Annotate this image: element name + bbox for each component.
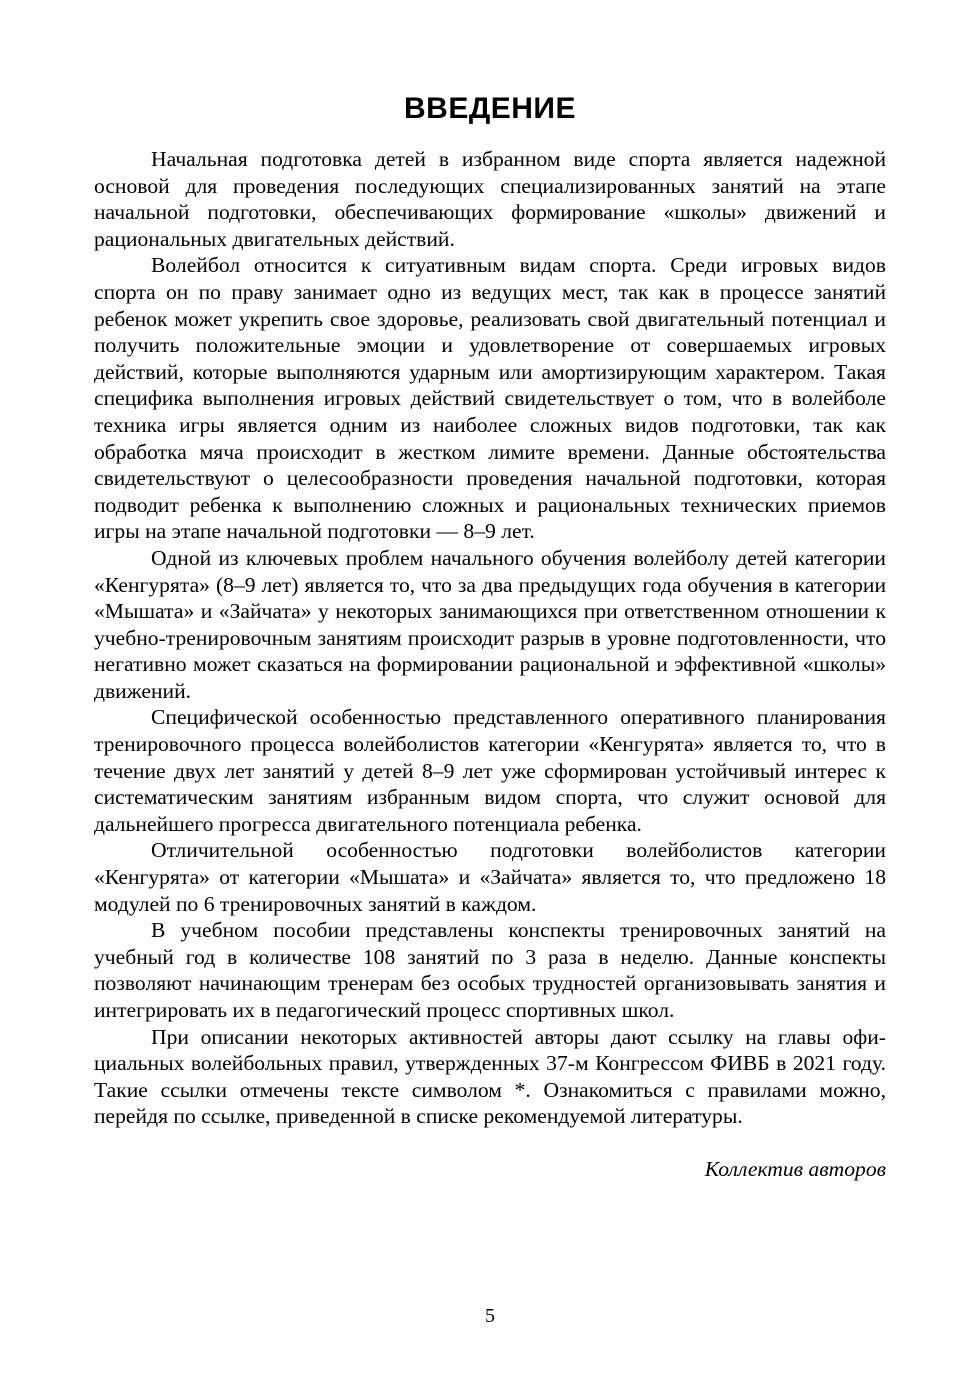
paragraph: Специфической особенностью представленного оперативного планирования тренировочного процесса волейболистов категории «Кенгурята» является то, что в течение двух лет занятий у детей 8–9 лет уже сформирован устойчивый интерес к систематическим занятиям избранным видом спорта, что служит основой для дальнейшего прогресса двигательного потенциала ребенка.: [94, 705, 886, 836]
body-text: [94, 146, 886, 1130]
paragraph: В учебном пособии представлены конспекты тренировочных занятий на учебный год в количестве 108 занятий по 3 раза в неделю. Данные конспекты позволяют начинающим тренерам без особых трудностей организовывать занятия и интегрировать их в педагогический процесс спортивных школ.: [94, 918, 886, 1022]
paragraph: Волейбол относится к ситуативным видам спорта. Среди игровых видов спорта он по праву занимает одно из ведущих мест, так как в процессе занятий ребенок может укрепить свое здоровье, реализовать свой двигательный потенциал и получить положительные эмоции и удовлетворение от совершаемых игровых действий, которые выполняются ударным или амортизирующим характером. Такая специфика выполнения игровых действий свидетельствует о том, что в волейболе техника игры является одним из наиболее сложных видов подготовки, так как обработка мяча происходит в жестком лимите времени. Данные обстоятельства свидетельствуют о целесообразности проведения начальной подготовки, которая подводит ребенка к выполнению сложных и рациональных технических приемов игры на этапе начальной подготовки — 8–9 лет.: [94, 253, 886, 544]
paragraph: Отличительной особенностью подготовки волейболистов категории «Кенгурята» от категории «Мышата» и «Зайчата» является то, что предложено 18 модулей по 6 тренировочных занятий в каждом.: [94, 838, 886, 916]
paragraph: Начальная подготовка детей в избранном виде спорта является надежной основой для проведения последующих специализированных занятий на этапе начальной подготовки, обеспечивающих формирование «школы» движений и рациональных двигательных действий.: [94, 147, 886, 251]
paragraph: Одной из ключевых проблем начального обучения волейболу детей категории «Кенгурята» (8–9 лет) является то, что за два предыдущих года обучения в категории «Мышата» и «Зайчата» у некоторых занимающихся при ответственном отношении к учебно-тренировочным занятиям происходит разрыв в уровне подготовленности, что негативно может сказаться на формировании рациональной и эффективной «школы» движений.: [94, 545, 886, 703]
signature: Коллектив авторов: [704, 1157, 886, 1181]
page-number: 5: [485, 1305, 495, 1327]
paragraph: При описании некоторых активностей авторы дают ссылку на главы официальных волейбольных правил, утвержденных 37-м Конгрессом ФИВБ в 2021 году. Такие ссылки отмечены тексте символом *. Ознакомиться с правилами можно, перейдя по ссылке, приведенной в списке рекомендуемой литературы.: [94, 1024, 886, 1129]
page-title: ВВЕДЕНИЕ: [404, 92, 576, 125]
